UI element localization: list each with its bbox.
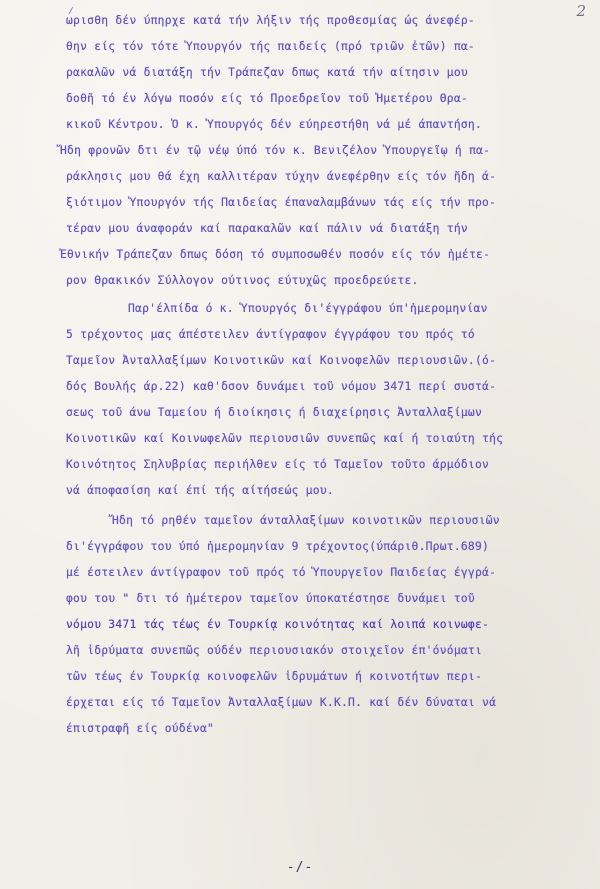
text-line-22: μέ έστειλεν άντίγραφον τοῦ πρός τό Ὑπουργεῖον Παιδείας έγγρά- [66,566,497,579]
text-line-16: σεως τοῦ άνω Ταμείου ή διοίκησις ή διαχείρησις Ἀνταλλαξίμων [66,406,483,419]
text-line-26: τῶν τέως έν Τουρκίᾳ κοινοφελῶν ἱδρυμάτων ή κοινοτήτων περι- [66,670,483,683]
text-line-17: Κοινοτικῶν καί Κοινωφελῶν περιουσιῶν συνεπῶς καί ή τοιαύτη τής [66,432,504,445]
text-line-1: ωρισθη δέν ύπηρχε κατά τήν λήξιν τής προθεσμίας ώς άνεφέρ- [66,14,475,27]
page-number: 2 [576,2,586,20]
text-line-4: δοθῆ τό έν λόγω ποσόν είς τό Προεδρεῖον τοῦ Ἡμετέρου Θρα- [66,92,468,105]
text-line-12: Παρ'έλπίδα ό κ. Ὑπουργός δι'έγγράφου ύπ'ἡμερομηνίαν [128,302,488,315]
text-line-25: λῆ ἱδρύματα συνεπῶς ούδέν περιουσιακόν στοιχεῖον έπ'όνόματι [66,644,483,657]
text-line-9: τέραν μου άναφοράν καί παρακαλῶν καί πάλιν νά διατάξη τήν [66,222,468,235]
text-line-11: ρον Θρακικόν Σύλλογον ούτινος εύτυχῶς προεδρεύετε. [66,274,419,287]
text-line-27: έρχεται είς τό Ταμεῖον Ἀνταλλαξίμων Κ.Κ.Π. καί δέν δύναται νά [66,696,497,709]
text-line-15: δός Βουλής άρ.22) καθ'δσον δυνάμει τοῦ νόμου 3471 περί συστά- [66,380,497,393]
text-line-14: Ταμεῖον Ἀνταλλαξίμων Κοινοτικῶν καί Κοινοφελῶν περιουσιῶν.(ό- [66,354,497,367]
text-line-2: θην είς τόν τότε Ὑπουργόν τής παιδείς (πρό τριῶν ἐτῶν) πα- [66,40,475,53]
text-line-20: Ἤδη τό ρηθέν ταμεῖον άνταλλαξίμων κοινοτικῶν περιουσιῶν [112,514,500,527]
text-line-10: Ἐθνικήν Τράπεζαν δπως δόση τό συμποσωθέν ποσόν είς τόν ἡμέτε- [60,248,491,261]
text-line-18: Κοινότητος Σηλυβρίας περιήλθεν είς τό Ταμεῖον τοῦτο άρμόδιον [66,458,490,471]
text-line-8: ξιότιμον Ὑπουργόν τής Παιδείας έπαναλαμβάνων τάς είς τήν προ- [66,196,497,209]
text-line-6: Ἤδη φρονῶν δτι έν τῷ νέῳ ύπό τόν κ. Βενιζέλον Ὑπουργεῖῳ ή πα- [60,144,491,157]
text-line-21: δι'έγγράφου του ύπό ἡμερομηνίαν 9 τρέχοντος(ύπάριθ.Πρωτ.689) [66,540,490,553]
continuation-mark: -/- [286,860,314,875]
text-line-5: κικοῦ Κέντρου. Ὁ κ. Ὑπουργός δέν εύηρεστήθη νά μέ άπαντήση. [66,118,483,131]
text-line-3: ρακαλῶν νά διατάξη τήν Τράπεζαν δπως κατά τήν αίτησιν μου [66,66,468,79]
text-line-7: ράκλησις μου θά έχη καλλιτέραν τύχην άνεφέρθην είς τόν ἤδη ά- [66,170,497,183]
text-line-23: φου του " δτι τό ἡμέτερον ταμεῖον ύποκατέστησε δυνάμει τοῦ [66,592,475,605]
text-line-19: νά άποφασίση καί έπί τής αίτήσεώς μου. [66,484,334,497]
text-line-28: έπιστραφῆ είς ούδένα" [66,722,215,735]
text-line-24: νόμου 3471 τάς τέως έν Τουρκίᾳ κοινότητας καί λοιπά κοινωφε- [66,618,490,631]
text-line-13: 5 τρέχοντος μας άπέστειλεν άντίγραφον έγγράφου του πρός τό [66,328,475,341]
